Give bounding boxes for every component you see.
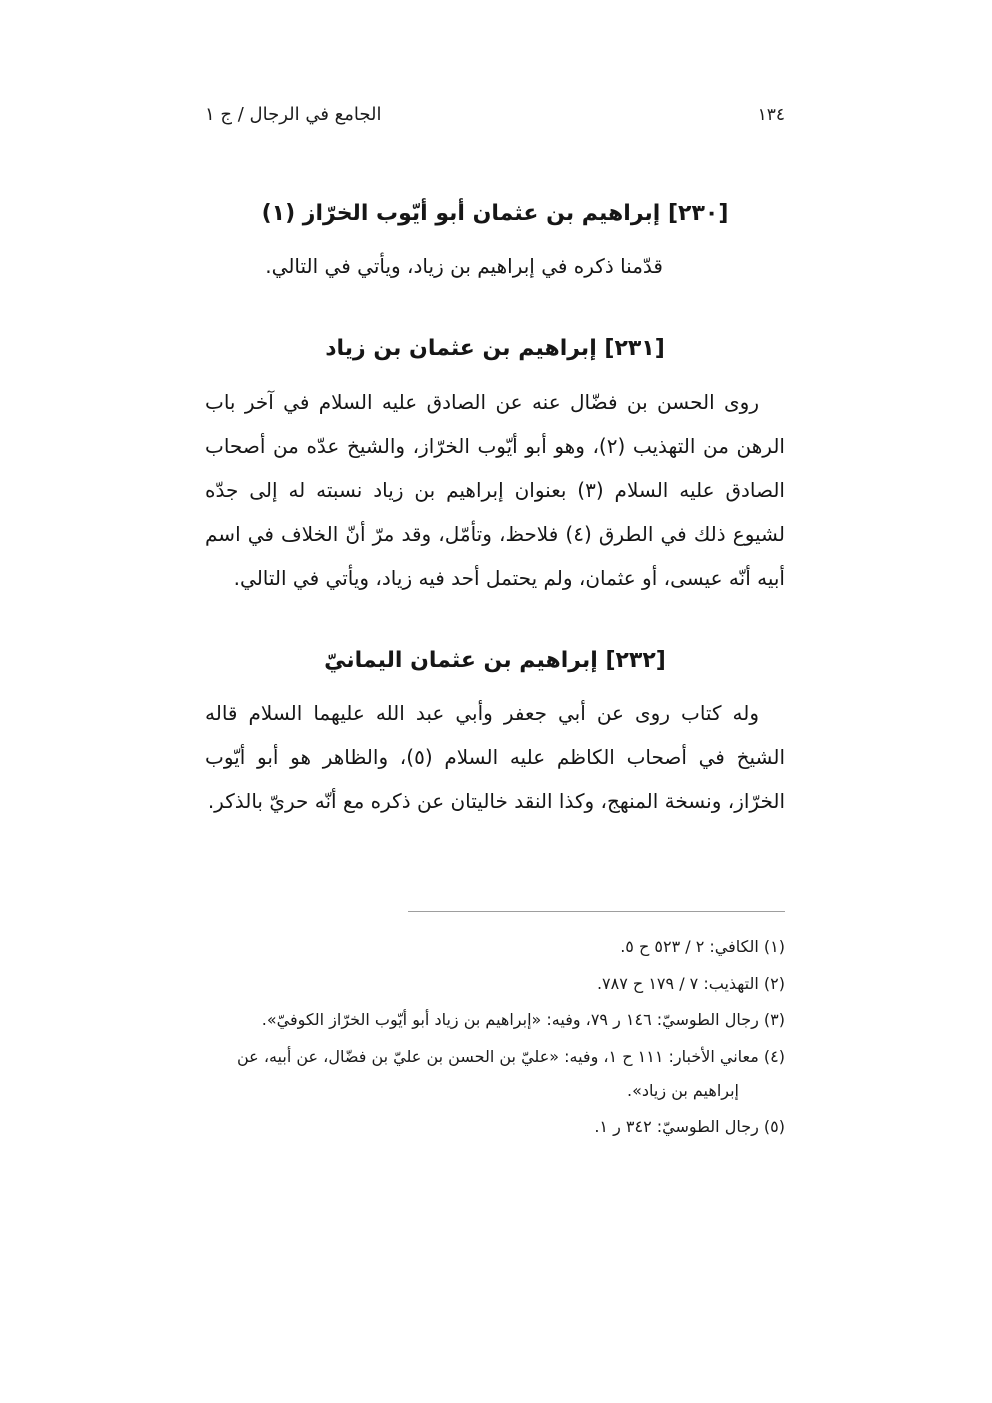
footnote-1: (١) الكافي: ٢ / ٥٢٣ ح ٥. (620, 937, 785, 957)
footnote-5: (٥) رجال الطوسيّ: ٣٤٢ ر ١. (594, 1117, 785, 1137)
footnote-3: (٣) رجال الطوسيّ: ١٤٦ ر ٧٩، وفيه: «إبراهيم بن زياد أبو أيّوب الخرّاز الكوفيّ». (261, 1010, 785, 1030)
footnote-separator-rule (408, 911, 785, 912)
page-body (205, 195, 785, 823)
footnote-4: (٤) معاني الأخبار: ١١١ ح ١، وفيه: «عليّ بن الحسن بن عليّ بن فضّال، عن أبيه، عن إبراهيم بن زياد». (237, 1046, 785, 1100)
page-number: ١٣٤ (757, 105, 785, 125)
book-title: الجامع في الرجال / ج ١ (205, 104, 382, 125)
entry-232-text: وله كتاب روى عن أبي جعفر وأبي عبد الله عليهما السلام قاله الشيخ في أصحاب الكاظم عليه السلام (٥)، والظاهر هو أبو أيّوب الخرّاز، ونسخة المنهج، وكذا النقد خاليتان عن ذكره مع أنّه حريّ بالذكر. (205, 701, 786, 814)
entry-232 (205, 642, 785, 823)
entry-232-heading: [٢٣٢] إبراهيم بن عثمان اليمانيّ (324, 647, 666, 673)
entry-231-text: روى الحسن بن فضّال عنه عن الصادق عليه السلام في آخر باب الرهن من التهذيب (٢)، وهو أبو أيّوب الخرّاز، والشيخ عدّه من أصحاب الصادق عليه السلام (٣) بعنوان إبراهيم بن زياد نسبته له إلى جدّه لشيوع ذلك في الطرق (٤) فلاحظ، وتأمّل، وقد مرّ أنّ الخلاف في اسم أبيه أنّه عيسى، أو عثمان، ولم يحتمل أحد فيه زياد، ويأتي في التالي. (205, 389, 785, 590)
footnotes-section (205, 911, 785, 1144)
entry-230 (205, 195, 785, 288)
entry-231 (205, 330, 785, 599)
footnote-2: (٢) التهذيب: ٧ / ١٧٩ ح ٧٨٧. (596, 973, 785, 993)
entry-230-text: قدّمنا ذكره في إبراهيم بن زياد، ويأتي في التالي. (265, 254, 663, 279)
entry-230-heading: [٢٣٠] إبراهيم بن عثمان أبو أيّوب الخرّاز (١) (261, 201, 729, 226)
entry-231-heading: [٢٣١] إبراهيم بن عثمان بن زياد (325, 336, 665, 362)
page-header (205, 104, 785, 125)
